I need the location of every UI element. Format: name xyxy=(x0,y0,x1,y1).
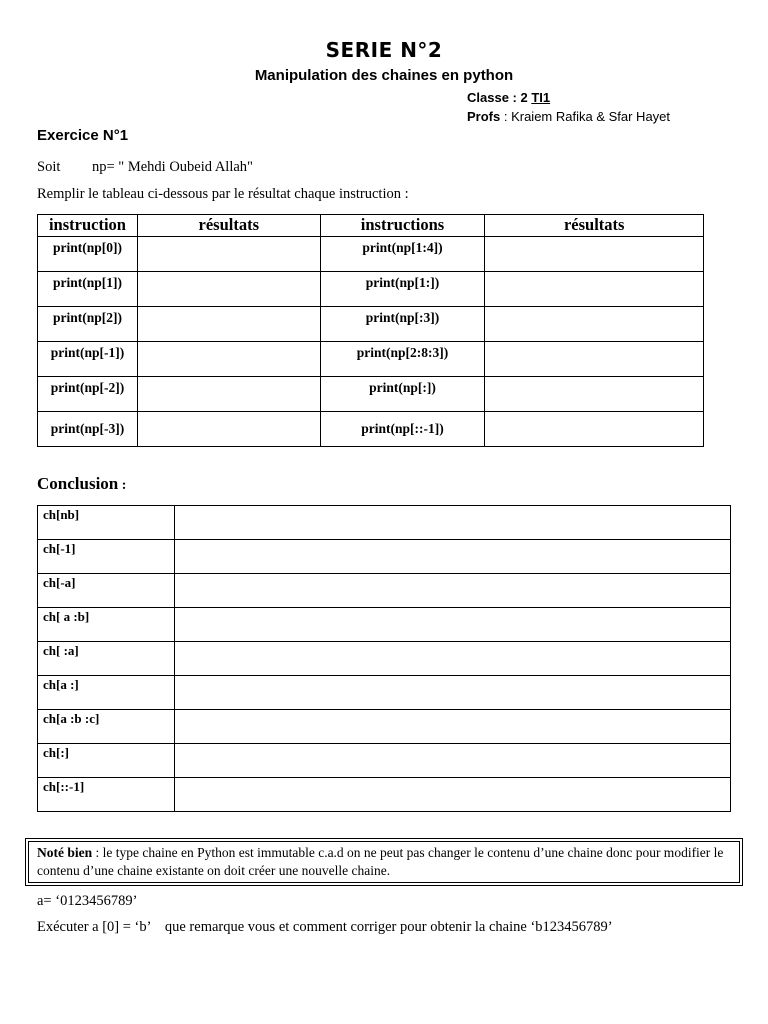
result-cell[interactable] xyxy=(485,412,704,447)
table-row xyxy=(38,744,731,778)
note-bold: Noté bien xyxy=(37,845,93,860)
table-row xyxy=(38,506,731,540)
profs-label: Profs xyxy=(467,109,501,124)
page-title: SERIE N°2 xyxy=(325,38,443,62)
classe-label: Classe : 2 xyxy=(467,90,532,105)
instruction-cell: print(np[-3]) xyxy=(38,412,138,447)
result-cell[interactable] xyxy=(137,272,320,307)
instruction-cell: print(np[2]) xyxy=(38,307,138,342)
result-cell[interactable] xyxy=(137,412,320,447)
classe-line xyxy=(467,90,550,105)
conclusion-label: Conclusion xyxy=(37,474,119,493)
result-cell[interactable] xyxy=(137,342,320,377)
slice-cell: ch[a :] xyxy=(38,676,175,710)
meaning-cell[interactable] xyxy=(174,676,730,710)
table-row xyxy=(38,412,704,447)
meaning-cell[interactable] xyxy=(174,540,730,574)
table-row xyxy=(38,377,704,412)
table-row xyxy=(38,710,731,744)
conclusion-colon: : xyxy=(118,478,127,493)
result-cell[interactable] xyxy=(137,377,320,412)
instruction-cell: print(np[1:4]) xyxy=(320,237,485,272)
soit-value: np= " Mehdi Oubeid Allah" xyxy=(92,159,253,175)
table-row xyxy=(38,778,731,812)
meaning-cell[interactable] xyxy=(174,574,730,608)
page-subtitle: Manipulation des chaines en python xyxy=(254,67,514,84)
instruction-cell: print(np[-1]) xyxy=(38,342,138,377)
instruction-cell: print(np[:3]) xyxy=(320,307,485,342)
slice-cell: ch[:] xyxy=(38,744,175,778)
table-header-row xyxy=(38,215,704,237)
slice-cell: ch[nb] xyxy=(38,506,175,540)
exercise-title: Exercice N°1 xyxy=(37,127,129,144)
slice-cell: ch[a :b :c] xyxy=(38,710,175,744)
header-resultats-2: résultats xyxy=(485,215,704,237)
result-cell[interactable] xyxy=(485,307,704,342)
table-row xyxy=(38,540,731,574)
classe-value: TI1 xyxy=(531,90,551,105)
meaning-cell[interactable] xyxy=(174,710,730,744)
instruction-cell: print(np[-2]) xyxy=(38,377,138,412)
profs-value: : Kraiem Rafika & Sfar Hayet xyxy=(500,109,671,124)
slice-cell: ch[-1] xyxy=(38,540,175,574)
profs-line xyxy=(467,109,670,124)
conclusion-title xyxy=(37,474,126,494)
header-instructions: instructions xyxy=(320,215,485,237)
soit-label: Soit xyxy=(37,159,61,175)
table-row xyxy=(38,642,731,676)
instruction-cell: print(np[2:8:3]) xyxy=(320,342,485,377)
note-text xyxy=(28,841,740,883)
instruction-cell: print(np[::-1]) xyxy=(320,412,485,447)
slice-cell: ch[ :a] xyxy=(38,642,175,676)
table-row xyxy=(38,342,704,377)
note-body: : le type chaine en Python est immutable c.a.d on ne peut pas changer le contenu d’une chaine donc pour modifier le contenu d’une chaine existante on doit créer une nouvelle chaine. xyxy=(37,845,724,878)
meaning-cell[interactable] xyxy=(174,506,730,540)
meaning-cell[interactable] xyxy=(174,608,730,642)
footer-question: Exécuter a [0] = ‘b’ que remarque vous et comment corriger pour obtenir la chaine ‘b123456789’ xyxy=(37,919,613,935)
slice-cell: ch[::-1] xyxy=(38,778,175,812)
table-row xyxy=(38,676,731,710)
header-resultats: résultats xyxy=(137,215,320,237)
table-row xyxy=(38,574,731,608)
instruction-cell: print(np[1]) xyxy=(38,272,138,307)
result-cell[interactable] xyxy=(137,307,320,342)
slice-cell: ch[-a] xyxy=(38,574,175,608)
instruction-cell: print(np[:]) xyxy=(320,377,485,412)
result-cell[interactable] xyxy=(485,237,704,272)
result-cell[interactable] xyxy=(485,377,704,412)
meaning-cell[interactable] xyxy=(174,744,730,778)
table-row xyxy=(38,272,704,307)
conclusion-table xyxy=(37,505,731,812)
instruction-cell: print(np[1:]) xyxy=(320,272,485,307)
slice-cell: ch[ a :b] xyxy=(38,608,175,642)
note-box xyxy=(25,838,743,886)
header-instruction: instruction xyxy=(38,215,138,237)
exercise-instruction: Remplir le tableau ci-dessous par le résultat chaque instruction : xyxy=(37,186,409,202)
result-cell[interactable] xyxy=(137,237,320,272)
meaning-cell[interactable] xyxy=(174,642,730,676)
result-cell[interactable] xyxy=(485,342,704,377)
instruction-cell: print(np[0]) xyxy=(38,237,138,272)
table-row xyxy=(38,237,704,272)
instruction-table xyxy=(37,214,704,447)
result-cell[interactable] xyxy=(485,272,704,307)
meaning-cell[interactable] xyxy=(174,778,730,812)
footer-assignment: a= ‘0123456789’ xyxy=(37,893,138,909)
table-row xyxy=(38,307,704,342)
table-row xyxy=(38,608,731,642)
